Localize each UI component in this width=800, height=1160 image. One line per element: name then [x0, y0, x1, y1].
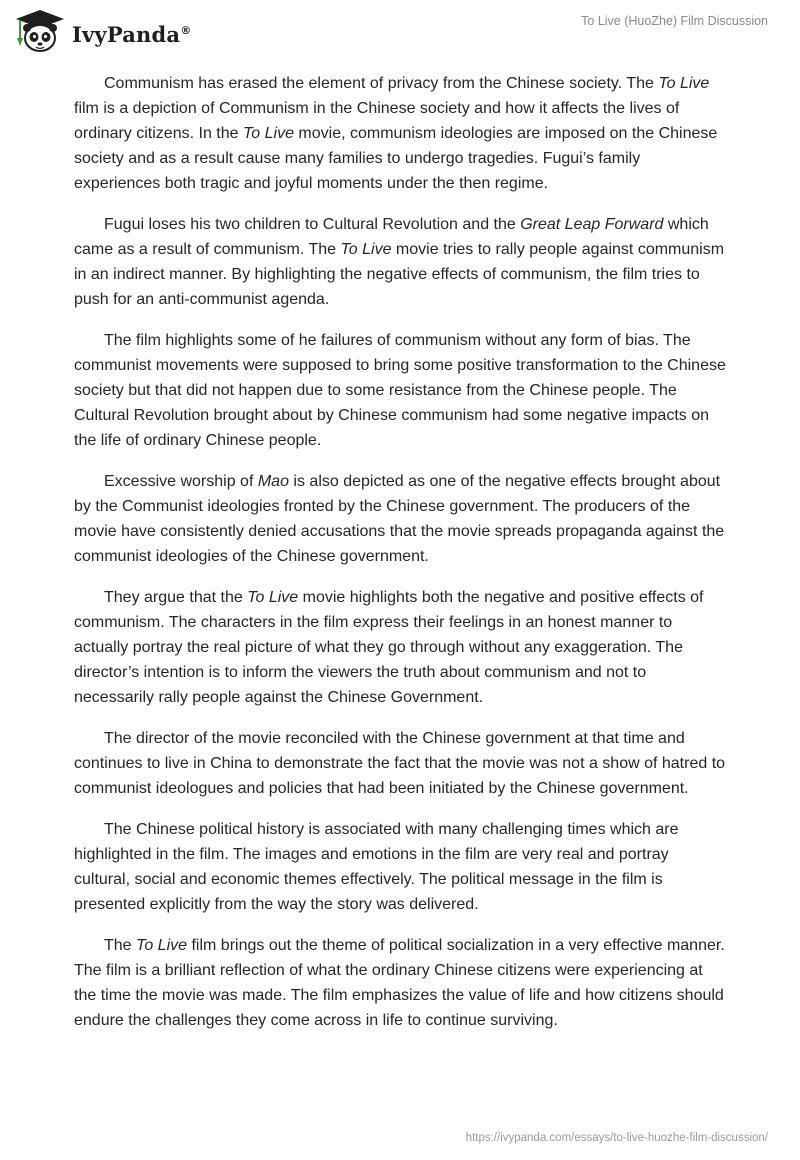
paragraph-text: is also depicted as one of the negative effects brought about by the Communist ideologies fronted by the Chinese government. The producers of the movie have consistently denied accusations that the movie spreads propaganda against the communist ideologies of the Chinese government. [74, 473, 725, 565]
paragraph-text: Excessive worship of [104, 473, 258, 490]
paragraph-text: which came as a result of communism. The [74, 216, 709, 258]
italic-title: To Live [340, 241, 392, 258]
brand-logo[interactable] [14, 8, 191, 54]
source-url[interactable]: https://ivypanda.com/essays/to-live-huozhe-film-discussion/ [465, 1132, 768, 1144]
paragraph-text: The film highlights some of he failures of communism without any form of bias. The communist movements were supposed to bring some positive transformation to the Chinese society but that did not happen due to some resistance from the Chinese people. The Cultural Revolution brought about by Chinese communism had some negative impacts on the life of ordinary Chinese people. [74, 332, 726, 449]
document-title: To Live (HuoZhe) Film Discussion [581, 14, 768, 28]
paragraph-text: The director of the movie reconciled with the Chinese government at that time and continues to live in China to demonstrate the fact that the movie was not a show of hatred to communist ideologues and policies that had been initiated by the Chinese government. [74, 730, 726, 797]
panda-graduate-icon [14, 8, 66, 54]
italic-title: Great Leap Forward [520, 216, 664, 233]
essay-paragraph [74, 933, 728, 1033]
essay-paragraph [74, 71, 728, 196]
essay-paragraph [74, 212, 728, 312]
italic-title: To Live [658, 75, 710, 92]
paragraph-text: They argue that the [104, 589, 248, 606]
essay-paragraph [74, 469, 728, 569]
paragraph-text: film brings out the theme of political socialization in a very effective manner. The film is a brilliant reflection of what the ordinary Chinese citizens were experiencing at the time the movie was made. The film emphasizes the value of life and how citizens should endure the challenges they come across in life to continue surviving. [74, 937, 725, 1029]
essay-body [74, 71, 728, 1049]
registered-mark: ® [180, 23, 192, 37]
brand-name: IvyPanda® [72, 21, 192, 47]
essay-paragraph [74, 817, 728, 917]
italic-title: To Live [242, 125, 294, 142]
essay-paragraph [74, 726, 728, 801]
paragraph-text: Fugui loses his two children to Cultural Revolution and the [104, 216, 521, 233]
paragraph-text: movie tries to rally people against communism in an indirect manner. By highlighting the negative effects of communism, the film tries to push for an anti-communist agenda. [74, 241, 725, 308]
paragraph-text: The Chinese political history is associated with many challenging times which are highlighted in the film. The images and emotions in the film are very real and portray cultural, social and economic themes effectively. The political message in the film is presented explicitly from the way the story was delivered. [74, 821, 679, 913]
italic-title: Mao [257, 473, 289, 490]
italic-title: To Live [247, 589, 299, 606]
paragraph-text: film is a depiction of Communism in the Chinese society and how it affects the lives of ordinary citizens. In the [74, 100, 680, 142]
paragraph-text: The [104, 937, 137, 954]
page-header [0, 0, 800, 60]
paragraph-text: movie highlights both the negative and positive effects of communism. The characters in the film express their feelings in an honest manner to actually portray the real picture of what they go through without any exaggeration. The director’s intention is to inform the viewers the truth about communism and not to necessarily rally people against the Chinese Government. [74, 589, 704, 706]
essay-paragraph [74, 585, 728, 710]
paragraph-text: Communism has erased the element of privacy from the Chinese society. The [104, 75, 659, 92]
essay-paragraph [74, 328, 728, 453]
paragraph-text: movie, communism ideologies are imposed on the Chinese society and as a result cause many families to undergo tragedies. Fugui’s family experiences both tragic and joyful moments under the then regime. [74, 125, 718, 192]
italic-title: To Live [136, 937, 188, 954]
